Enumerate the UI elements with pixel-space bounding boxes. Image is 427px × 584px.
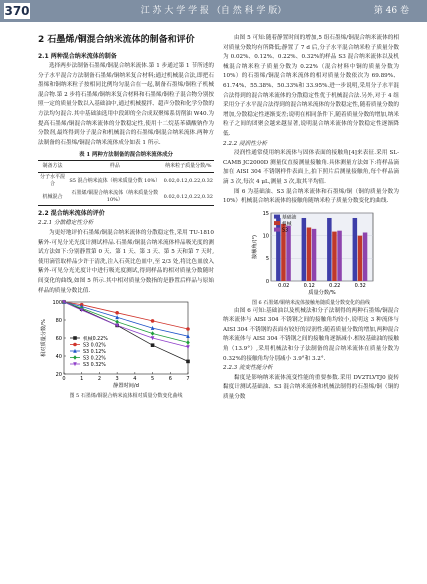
x-axis-label: 质量分数/% [308,289,336,296]
legend-label: S3 0.32% [83,362,106,368]
table-cell-sample: 石墨烯/铜混合纳米流体（纳米质量分数 10%） [67,189,163,206]
paragraph-fig6-analysis: 由图 6 可知:基础油以及机械法和分子法制得的两种石墨烯/铜混合纳米流体与 AISI 304 不锈钢之间的接触角均较小,说明这 3 种流体与 AISI 304 不锈钢的表面有较好的浸润性;随着质量分数的增加,两种混合纳米流体与 AISI 304 不锈钢之间的接触角逐渐减小.相较基础油的接触角（13.9°）,采用机械法和分子法制备的混合纳米流体在质量分数为 0.32%的接触角均分别减小 3.9°和 3.2°. [223,307,399,362]
legend-label: 机械 [282,221,292,227]
volume-label: 第 46 卷 [373,6,409,16]
data-point [186,340,190,344]
y-tick-label: 40 [55,353,62,360]
figure-5 [38,296,214,400]
x-tick-label: 4 [133,376,137,383]
page-number: 370 [4,4,30,18]
data-point [186,327,190,331]
subsection-2-1-title: 2.1 两种混合纳米流体的制备 [38,53,117,60]
section-title: 2 石墨烯/铜混合纳米流体的制备和评价 [38,35,195,45]
bar [327,218,332,281]
x-tick-label: 7 [186,376,190,383]
data-point [115,320,119,324]
data-point [73,336,77,340]
subsection-2-2-title: 2.2 混合纳米流体的评价 [38,210,105,218]
x-tick-label: 0.02 [278,282,290,289]
bar [337,230,342,280]
legend-swatch [274,227,280,231]
x-tick-label: 1 [80,376,84,383]
table-row [38,173,214,190]
y-tick-label: 20 [55,371,62,378]
legend-label: S3 [282,228,289,234]
subsection-2-2-2-title: 2.2.2 浸润性分析 [223,140,267,147]
x-tick-label: 5 [150,376,155,383]
paragraph-fig6-intro: 图 6 为基础油、S3 混合纳米流体和石墨烯/铜（铜的质量分数为 10%）机械混合纳米流体的接触角随纳米粒子质量分数变化的曲线. [223,188,399,205]
y-tick-label: 5 [265,255,269,262]
y-tick-label: 60 [55,335,62,342]
bar [353,218,358,281]
bar [358,235,363,280]
x-tick-label: 0 [62,376,66,383]
data-point [186,360,190,364]
table-cell-method: 机械混合 [38,189,67,206]
bar [276,218,281,281]
table-cell-sample: S5 混合纳米流体（纳米质量分数 10%） [69,177,161,184]
left-column [38,34,214,400]
y-axis-label: 相对质量分数/% [41,319,47,357]
table-1-caption: 表 1 两种方法制备的混合纳米流体成分 [79,152,173,159]
paragraph-preparation: 选择两步法制备石墨烯/铜混合纳米流体.第 1 步通过第 1 节所述的分子水平混合方法制备石墨烯/铜纳米复合材料;通过机械混合法,即把石墨烯和铜纳米粒子按相同比例均匀混合在一起,制备石墨烯/铜粒子机械混合物.第 2 步将石墨烯/铜纳米复合材料和石墨烯/铜粒子混合物分别按照一定的质量分数以入基础油中,通过机械搅拌、超声分散和化学分散的方法均匀混合.其中基础油选用中段卸的全合成双聚烯系切削油 W40.为提高石墨烯/铜混合纳米流体的分散稳定性,使用十二烷基苯磺酸钠作为分散剂,最终得到分子混合和机械混合的石墨烯/铜混合纳米流体.两种方法制备的石墨烯/铜混合纳米流体成分如表 1 所示. [38,63,214,146]
legend-swatch [274,214,280,218]
figure-6 [223,207,399,307]
table-cell-method: 分子水平混合 [39,174,65,188]
x-tick-label: 0.22 [329,282,341,289]
x-tick-label: 6 [168,376,172,383]
y-axis-label: 接触角/(°) [252,234,258,259]
table-1 [38,160,214,206]
paragraph-wettability: 浸润性通常使用纳米流体与固体表面的接触角[4]来表征.采用 SL-CAMB JC2000D 测量仪直接测量接触角.具体测量方法如下:将样品滴加在 AISI 304 不锈钢样件表面上,拍下照片后测量接触角,每个样品滴滴 3 次,每次 4 μL,测量 3 次,取其平均值. [223,150,399,185]
x-tick-label: 0.32 [354,282,366,289]
y-tick-label: 0 [265,278,269,285]
table-header-fraction: 纳米粒子质量分数/% [163,161,214,173]
bar [312,229,317,281]
data-point [73,343,77,347]
bar [363,232,368,281]
data-point [186,345,190,349]
data-point [151,331,155,335]
table-cell-fraction: 0.02,0.12,0.22,0.32 [163,177,213,184]
paragraph-rheology: 黏度是影响纳米流体流变性能的重要参数.采用 DV2TLVTJ0 旋转黏度计测试基础油、S3 混合纳米流体和机械法制得的石墨烯/铜（铜的质量分数 [223,374,399,401]
legend-label: 基础油 [282,215,297,221]
figure-5-chart [38,296,214,392]
journal-title: 江 苏 大 学 学 报 （自 然 科 学 版） [140,6,287,16]
x-tick-label: 3 [115,376,119,383]
data-point [115,311,119,315]
table-row [38,189,214,206]
y-tick-label: 80 [55,317,62,324]
figure-6-chart [223,207,399,299]
x-tick-label: 2 [97,376,102,383]
table-cell-fraction: 0.02,0.12,0.22,0.32 [163,189,214,206]
legend-swatch [274,221,280,225]
table-header-method: 制备方法 [38,161,67,173]
bar [302,218,307,281]
legend-label: S3 0.12% [83,349,106,355]
legend-label: 机械0.22% [83,336,108,342]
table-header-sample: 样品 [67,161,163,173]
bar [286,225,291,280]
data-point [73,355,77,359]
bar [332,231,337,280]
y-tick-label: 15 [262,210,269,217]
data-point [151,319,155,323]
paragraph-fig5-analysis: 由图 5 可知:随着静置时间的增加,5 组石墨烯/铜混合纳米流体的相对质量分数均有所降低;静置了 7 d 后,分子水平混合纳米粒子质量分数为 0.02%、0.12%、0.22%、0.32%的样品 S3 混合纳米流体以及机械混合纳米粒子质量分数为 0.22%（混合材料中铜的质量分数为 10%）的石墨烯/铜混合纳米流体的相对质量分数依次为 69.89%、61.74%、55.38%、50.33%和 33.95%.进一步说明,采用分子水平混合法得到的混合纳米流体的分散稳定性优于机械混合法.另外,对于 4 组采用分子水平混合法得到的混合纳米流体的分散稳定性,随着质量分数的增加,分散稳定性逐渐变差;说明在相同条件下,随着质量分数的增加,纳米粒子之间的团聚会越来越显著,说明混合纳米流体的分散稳定性逐渐降低. [223,35,399,137]
subsection-2-2-3-title: 2.2.3 流变性能分析 [223,365,273,372]
paragraph-stability: 为更好地评价石墨烯/铜混合纳米流体的分散稳定性,采用 TU-1810 紫外-可见分光光度计测试样品.石墨烯/铜混合纳米流体样品吸光度的测试方法如下:分别静置第 0 天、第 1 天、第 3 天、第 5 天和第 7 天时,使用滴管取样品少许于清洗,注入石英比色皿中,至 2/3 处,将比色皿放入紫外-可见分光光度计中进行吸光度测试,得到样品的相对质量分数随时间变化的曲线,如图 5 所示.其中相对质量分数指的是静置后样品与原始样品的质量分数比值. [38,229,214,294]
subsection-2-2-1-title: 2.2.1 分散稳定性分析 [38,220,94,227]
data-point [151,343,155,347]
x-axis-label: 静置时间/d [113,383,139,390]
figure-6-caption: 图 6 石墨烯/铜纳米流体接触角随质量分数变化的曲线 [251,299,371,306]
figure-5-caption: 图 5 石墨烯/铜混合纳米流体相对质量分数变化曲线 [69,393,183,400]
page-header [0,0,427,22]
x-tick-label: 0.12 [303,282,315,289]
bar [307,227,312,280]
right-column [223,34,399,403]
y-tick-label: 10 [262,233,269,240]
y-tick-label: 100 [52,299,62,306]
legend-label: S3 0.02% [83,343,106,349]
legend-label: S3 0.22% [83,356,106,362]
